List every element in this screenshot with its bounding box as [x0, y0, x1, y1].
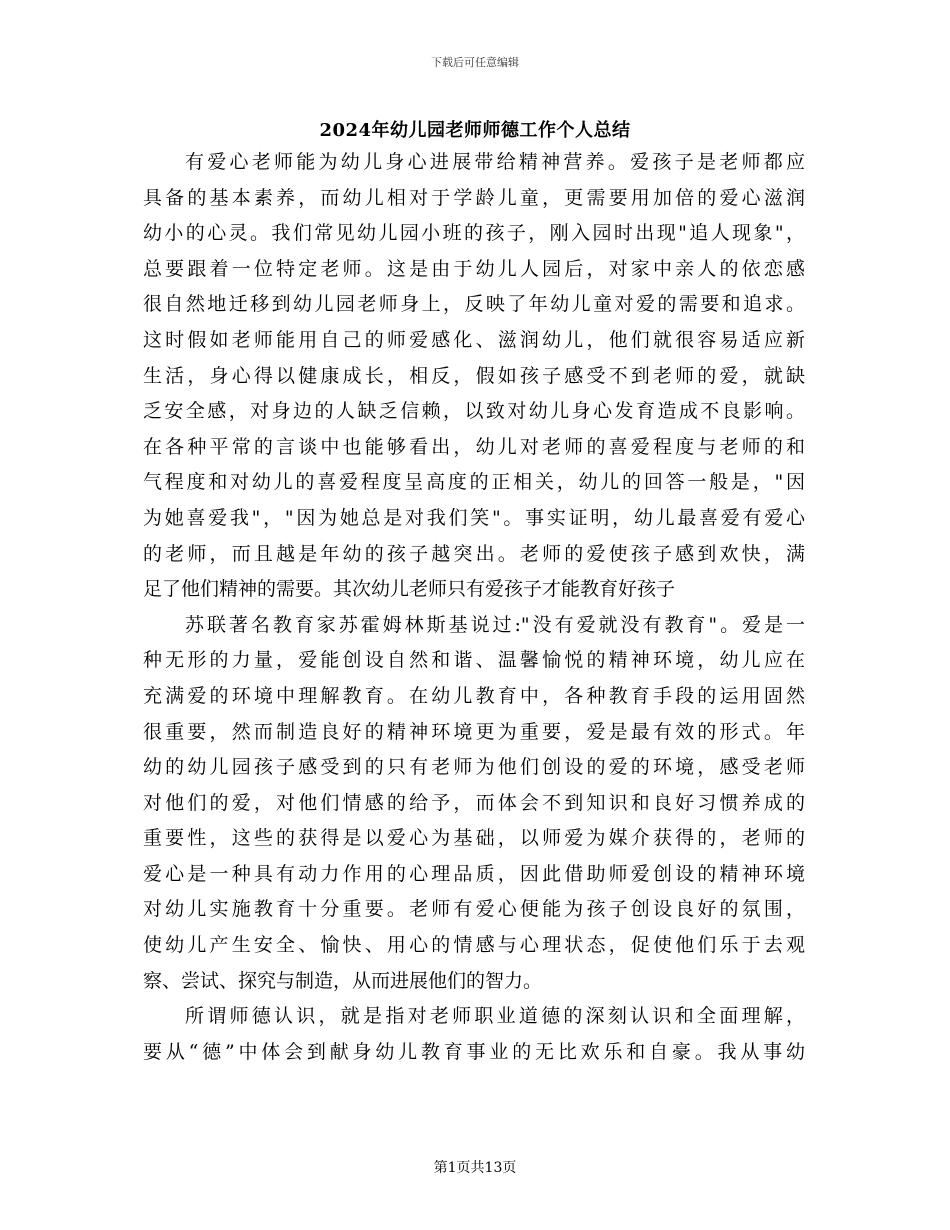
paragraph-line: 为她喜爱我"，"因为她总是对我们笑"。事实证明，幼儿最喜爱有爱心: [143, 506, 805, 529]
paragraph-line: 气程度和对幼儿的喜爱程度呈高度的正相关，幼儿的回答一般是，"因: [143, 471, 805, 494]
document-body: [143, 145, 805, 1070]
paragraph-line: 的老师，而且越是年幼的孩子越突出。老师的爱使孩子感到欢快，满: [143, 542, 805, 565]
paragraph-line: 对他们的爱，对他们情感的给予，而体会不到知识和良好习惯养成的: [143, 791, 805, 814]
document-title: 2024年幼儿园老师师德工作个人总结: [319, 120, 631, 141]
paragraph-line: 爱心是一种具有动力作用的心理品质，因此借助师爱创设的精神环境: [143, 862, 805, 885]
paragraph-line: 使幼儿产生安全、愉快、用心的情感与心理状态，促使他们乐于去观: [143, 934, 805, 957]
paragraph-line: 很自然地迁移到幼儿园老师身上，反映了年幼儿童对爱的需要和追求。: [143, 293, 805, 316]
paragraph-line: 足了他们精神的需要。其次幼儿老师只有爱孩子才能教育好孩子: [143, 578, 676, 601]
page-number-footer: 第1页共13页: [433, 1160, 517, 1176]
paragraph-line: 充满爱的环境中理解教育。在幼儿教育中，各种教育手段的运用固然: [143, 684, 805, 707]
paragraph-line: 幼的幼儿园孩子感受到的只有老师为他们创设的爱的环境，感受老师: [143, 756, 805, 779]
paragraph-line: 在各种平常的言谈中也能够看出，幼儿对老师的喜爱程度与老师的和: [143, 435, 805, 458]
paragraph-line: 苏联著名教育家苏霍姆林斯基说过:"没有爱就没有教育"。爱是一: [185, 613, 805, 636]
paragraph-line: 重要性，这些的获得是以爱心为基础，以师爱为媒介获得的，老师的: [143, 827, 805, 850]
paragraph-line: 生活，身心得以健康成长，相反，假如孩子感受不到老师的爱，就缺: [143, 364, 805, 387]
paragraph-line: 具备的基本素养，而幼儿相对于学龄儿童，更需要用加倍的爱心滋润: [143, 186, 805, 209]
paragraph-line: 很重要，然而制造良好的精神环境更为重要，爱是最有效的形式。年: [143, 720, 805, 743]
header-note: 下载后可任意编辑: [431, 56, 519, 69]
paragraph-line: 所谓师德认识，就是指对老师职业道德的深刻认识和全面理解，: [185, 1005, 805, 1028]
paragraph-line: 对幼儿实施教育十分重要。老师有爱心便能为孩子创设良好的氛围，: [143, 898, 805, 921]
paragraph-line: 总要跟着一位特定老师。这是由于幼儿人园后，对家中亲人的依恋感: [143, 257, 805, 280]
paragraph-line: 乏安全感，对身边的人缺乏信赖，以致对幼儿身心发育造成不良影响。: [143, 400, 805, 423]
paragraph-line: 幼小的心灵。我们常见幼儿园小班的孩子，刚入园时出现"追人现象"，: [143, 222, 805, 245]
paragraph-line: 有爱心老师能为幼儿身心进展带给精神营养。爱孩子是老师都应: [185, 151, 805, 173]
paragraph-line: 察、尝试、探究与制造，从而进展他们的智力。: [143, 969, 543, 992]
paragraph-line: 种无形的力量，爱能创设自然和谐、温馨愉悦的精神环境，幼儿应在: [143, 649, 805, 672]
paragraph-line: 要从“德”中体会到献身幼儿教育事业的无比欢乐和自豪。我从事幼: [143, 1040, 805, 1063]
paragraph-line: 这时假如老师能用自己的师爱感化、滋润幼儿，他们就很容易适应新: [143, 328, 805, 351]
